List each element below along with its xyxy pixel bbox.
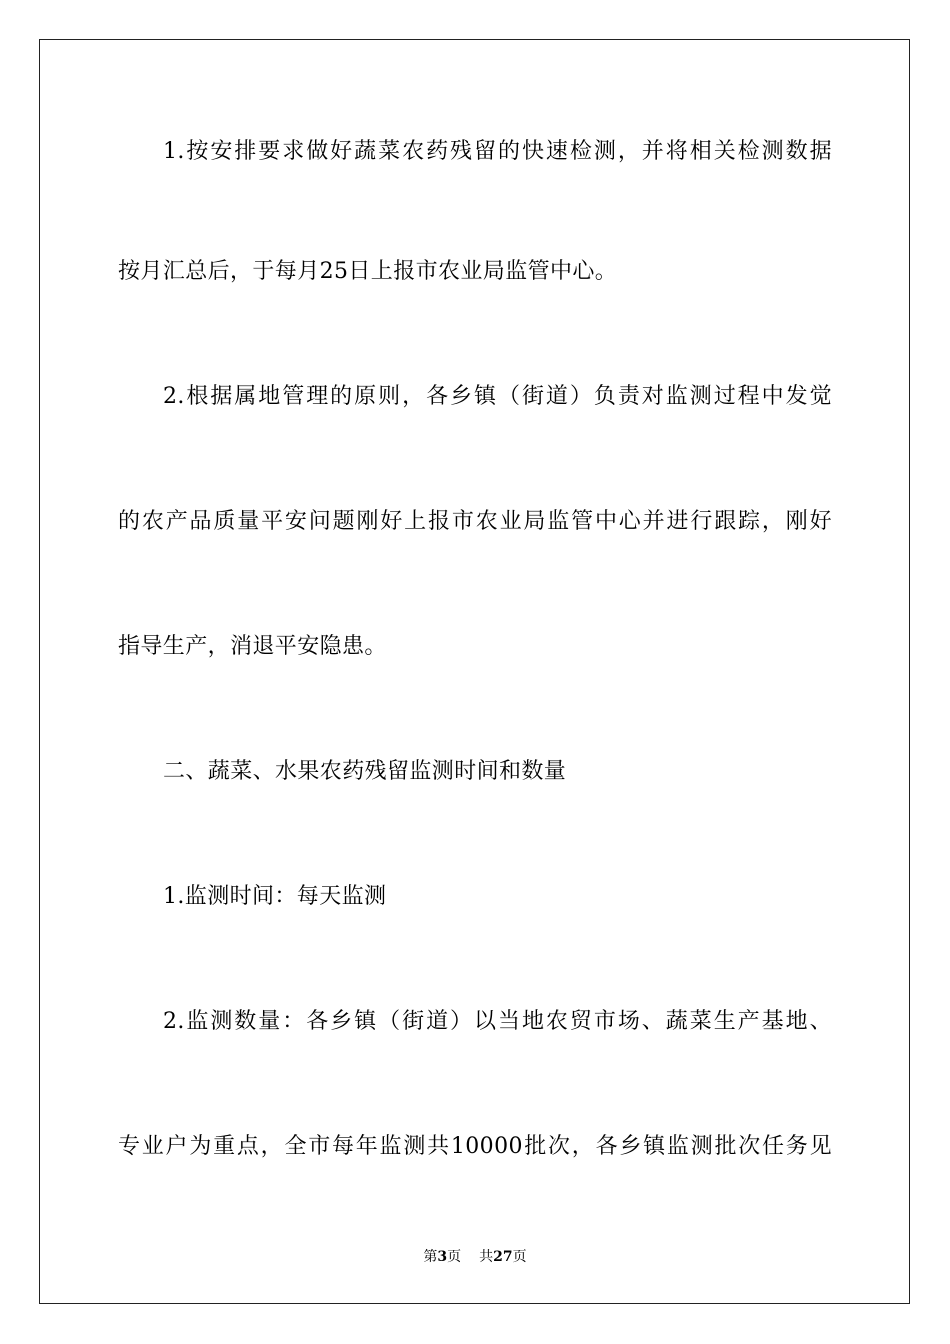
footer-page-suffix: 页 [447,1249,462,1265]
monitoring-quantity-line-1: 2.监测数量：各乡镇（街道）以当地农贸市场、蔬菜生产基地、 [163,1009,832,1034]
footer-total-pages: 27 [493,1249,513,1265]
footer-page-prefix: 第 [423,1249,438,1265]
paragraph-1-line-1: 1.按安排要求做好蔬菜农药残留的快速检测，并将相关检测数据 [163,139,832,164]
page-footer [0,1248,950,1266]
paragraph-2-line-2: 的农产品质量平安问题刚好上报市农业局监管中心并进行跟踪，刚好 [118,509,832,534]
monitoring-quantity-line-2: 专业户为重点，全市每年监测共10000批次，各乡镇监测批次任务见 [118,1134,832,1159]
section-heading: 二、蔬菜、水果农药残留监测时间和数量 [163,759,567,784]
monitoring-time-line: 1.监测时间：每天监测 [163,884,387,909]
footer-total-suffix: 页 [512,1249,527,1265]
page-border [39,39,910,1304]
footer-current-page: 3 [437,1249,448,1265]
paragraph-2-line-3: 指导生产，消退平安隐患。 [118,634,387,659]
paragraph-1-line-2: 按月汇总后，于每月25日上报市农业局监管中心。 [118,259,618,284]
paragraph-2-line-1: 2.根据属地管理的原则，各乡镇（街道）负责对监测过程中发觉 [163,384,832,409]
footer-total-prefix: 共 [479,1249,494,1265]
